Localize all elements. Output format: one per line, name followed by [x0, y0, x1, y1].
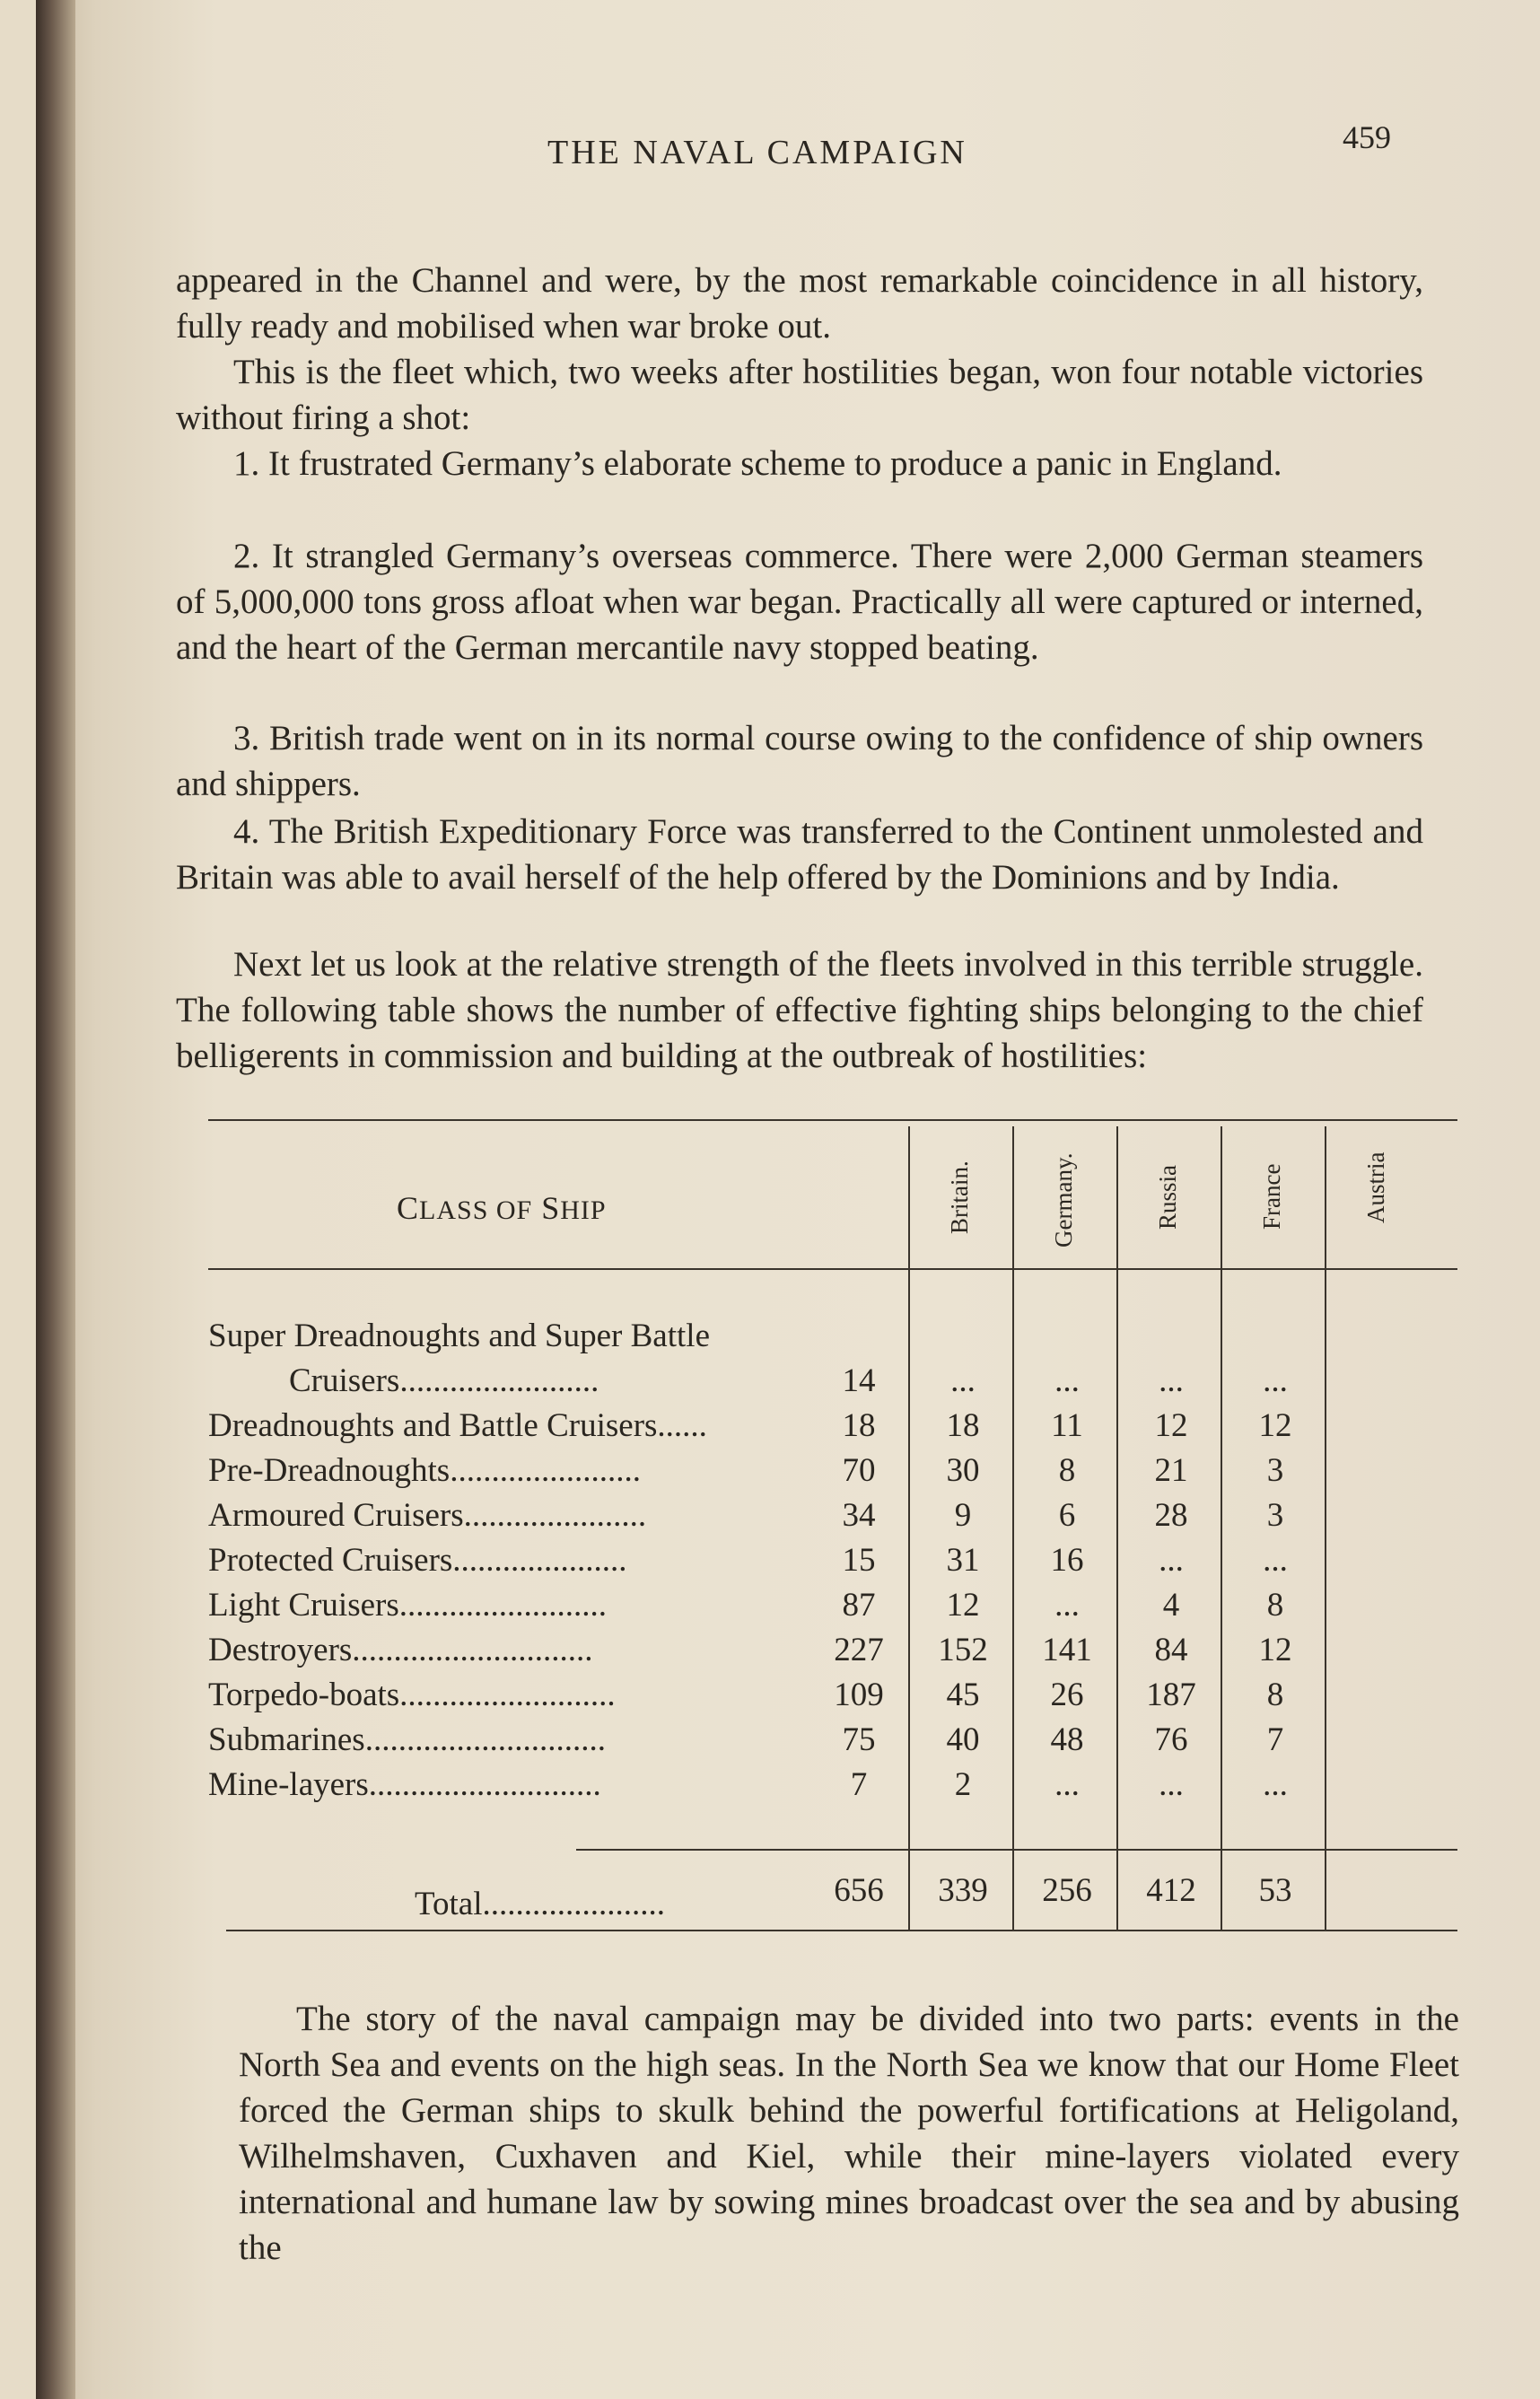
table-cell: ... [1159, 1362, 1184, 1399]
table-top-rule [208, 1119, 1457, 1121]
table-cell: 11 [1051, 1407, 1083, 1444]
paragraph-8-text: The story of the naval campaign may be divided into two parts: events in the North Sea and events on the high seas. In the North Sea we know that our Home Fleet forced the German ships to skulk behind the powerful fortifications at Heligoland, Wilhelmshaven, Cuxhaven and Kiel, while their mine-layers violated every international and humane law by sowing mines broadcast over the sea and by abusing the [239, 2000, 1459, 2267]
table-cell: 28 [1154, 1497, 1188, 1534]
table-cell: 26 [1050, 1677, 1084, 1713]
page-number: 459 [1343, 119, 1391, 155]
table-cell: 16 [1050, 1542, 1084, 1579]
row-label-super-dreadnoughts: Super Dreadnoughts and Super Battle [208, 1318, 710, 1354]
paragraph-6: 4. The British Expeditionary Force was transferred to the Continent unmolested and Britain was able to avail herself of the help offered by the Dominions and by India. [176, 812, 1423, 897]
column-header-germany: Germany. [1050, 1152, 1077, 1248]
row-label-super-dreadnoughts-cont: Cruisers........................ [289, 1362, 599, 1399]
table-cell: ... [950, 1362, 976, 1399]
row-label-submarines: Submarines............................. [208, 1721, 606, 1758]
total-cell: 53 [1258, 1872, 1292, 1909]
table-cell: 12 [1258, 1407, 1292, 1444]
book-spine [36, 0, 75, 2399]
table-cell: 8 [1266, 1587, 1284, 1624]
table-cell: 76 [1154, 1721, 1188, 1758]
paragraph-5: 3. British trade went on in its normal course owing to the confidence of ship owners and shippers. [176, 719, 1423, 803]
table-cell: 9 [954, 1497, 972, 1534]
row-label-dreadnoughts: Dreadnoughts and Battle Cruisers...... [208, 1407, 707, 1444]
table-cell: 152 [938, 1632, 988, 1668]
table-cell: ... [1159, 1542, 1184, 1579]
column-header-austria: Austria [1362, 1151, 1389, 1223]
table-cell: ... [1263, 1542, 1288, 1579]
table-cell: 8 [1266, 1677, 1284, 1713]
table-cell: 31 [946, 1542, 980, 1579]
table-cell: 141 [1042, 1632, 1092, 1668]
table-cell: ... [1263, 1766, 1288, 1803]
row-label-protected-cruisers: Protected Cruisers..................... [208, 1542, 627, 1579]
table-cell: 34 [842, 1497, 876, 1534]
fleet-strength-table [208, 1117, 1457, 1930]
total-cell: 656 [834, 1872, 884, 1909]
row-label-destroyers: Destroyers............................. [208, 1632, 593, 1668]
column-header-france: France [1258, 1163, 1285, 1230]
paragraph-2: This is the fleet which, two weeks after hostilities began, won four notable victories without firing a shot: [176, 353, 1423, 437]
column-divider [908, 1126, 910, 1930]
table-header-rule [208, 1268, 1457, 1270]
column-divider [1325, 1126, 1326, 1930]
running-header: THE NAVAL CAMPAIGN [547, 134, 967, 171]
table-cell: 30 [946, 1452, 980, 1489]
row-label-light-cruisers: Light Cruisers......................... [208, 1587, 607, 1624]
table-cell: 4 [1162, 1587, 1180, 1624]
total-cell: 339 [938, 1872, 988, 1909]
class-of-ship-header: CLASS OF SHIP [397, 1190, 607, 1226]
table-cell: 12 [946, 1587, 980, 1624]
total-cell: 256 [1042, 1872, 1092, 1909]
row-label-armoured-cruisers: Armoured Cruisers...................... [208, 1497, 647, 1534]
table-cell: ... [1263, 1362, 1288, 1399]
paragraph-3: 1. It frustrated Germany’s elaborate scheme to produce a panic in England. [233, 444, 1282, 483]
table-cell: 187 [1146, 1677, 1196, 1713]
table-bottom-rule [226, 1930, 1457, 1931]
table-cell: 6 [1058, 1497, 1076, 1534]
table-cell: 3 [1266, 1452, 1284, 1489]
column-divider [1221, 1126, 1222, 1930]
table-cell: 109 [834, 1677, 884, 1713]
column-divider [1012, 1126, 1014, 1930]
table-cell: ... [1054, 1362, 1080, 1399]
table-cell: ... [1159, 1766, 1184, 1803]
table-cell: ... [1054, 1766, 1080, 1803]
table-cell: 87 [842, 1587, 876, 1624]
table-cell: 12 [1258, 1632, 1292, 1668]
table-cell: 14 [842, 1362, 876, 1399]
table-cell: 227 [834, 1632, 884, 1668]
table-cell: 7 [850, 1766, 868, 1803]
row-label-mine-layers: Mine-layers............................ [208, 1766, 601, 1803]
table-cell: 40 [946, 1721, 980, 1758]
table-cell: 12 [1154, 1407, 1188, 1444]
row-label-torpedo-boats: Torpedo-boats.......................... [208, 1677, 616, 1713]
table-cell: 48 [1050, 1721, 1084, 1758]
table-cell: 75 [842, 1721, 876, 1758]
table-cell: 2 [954, 1766, 972, 1803]
paragraph-4: 2. It strangled Germany’s overseas commerce. There were 2,000 German steamers of 5,000,000 tons gross afloat when war began. Practically all were captured or interned, and the heart of the German mercantile navy stopped beating. [176, 537, 1423, 667]
total-cell: 412 [1146, 1872, 1196, 1909]
column-header-britain: Britain. [946, 1160, 973, 1234]
paragraph-8 [239, 1996, 1459, 2271]
table-cell: 18 [946, 1407, 980, 1444]
table-cell: 21 [1154, 1452, 1188, 1489]
paragraph-7: Next let us look at the relative strength of the fleets involved in this terrible struggle. The following table shows the number of effective fighting ships belonging to the chief belligerents in commission and building at the outbreak of hostilities: [176, 945, 1423, 1075]
paragraph-1: appeared in the Channel and were, by the most remarkable coincidence in all history, fully ready and mobilised when war broke out. [176, 261, 1423, 346]
table-cell: 70 [842, 1452, 876, 1489]
table-cell: 7 [1266, 1721, 1284, 1758]
total-label: Total...................... [415, 1886, 665, 1922]
table-cell: 84 [1154, 1632, 1188, 1668]
table-cell: 3 [1266, 1497, 1284, 1534]
book-page [36, 0, 1540, 2399]
table-cell: 45 [946, 1677, 980, 1713]
row-label-pre-dreadnoughts: Pre-Dreadnoughts....................... [208, 1452, 641, 1489]
table-cell: ... [1054, 1587, 1080, 1624]
table-cell: 15 [842, 1542, 876, 1579]
column-divider [1116, 1126, 1118, 1930]
table-cell: 18 [842, 1407, 876, 1444]
column-header-russia: Russia [1154, 1164, 1181, 1230]
table-cell: 8 [1058, 1452, 1076, 1489]
